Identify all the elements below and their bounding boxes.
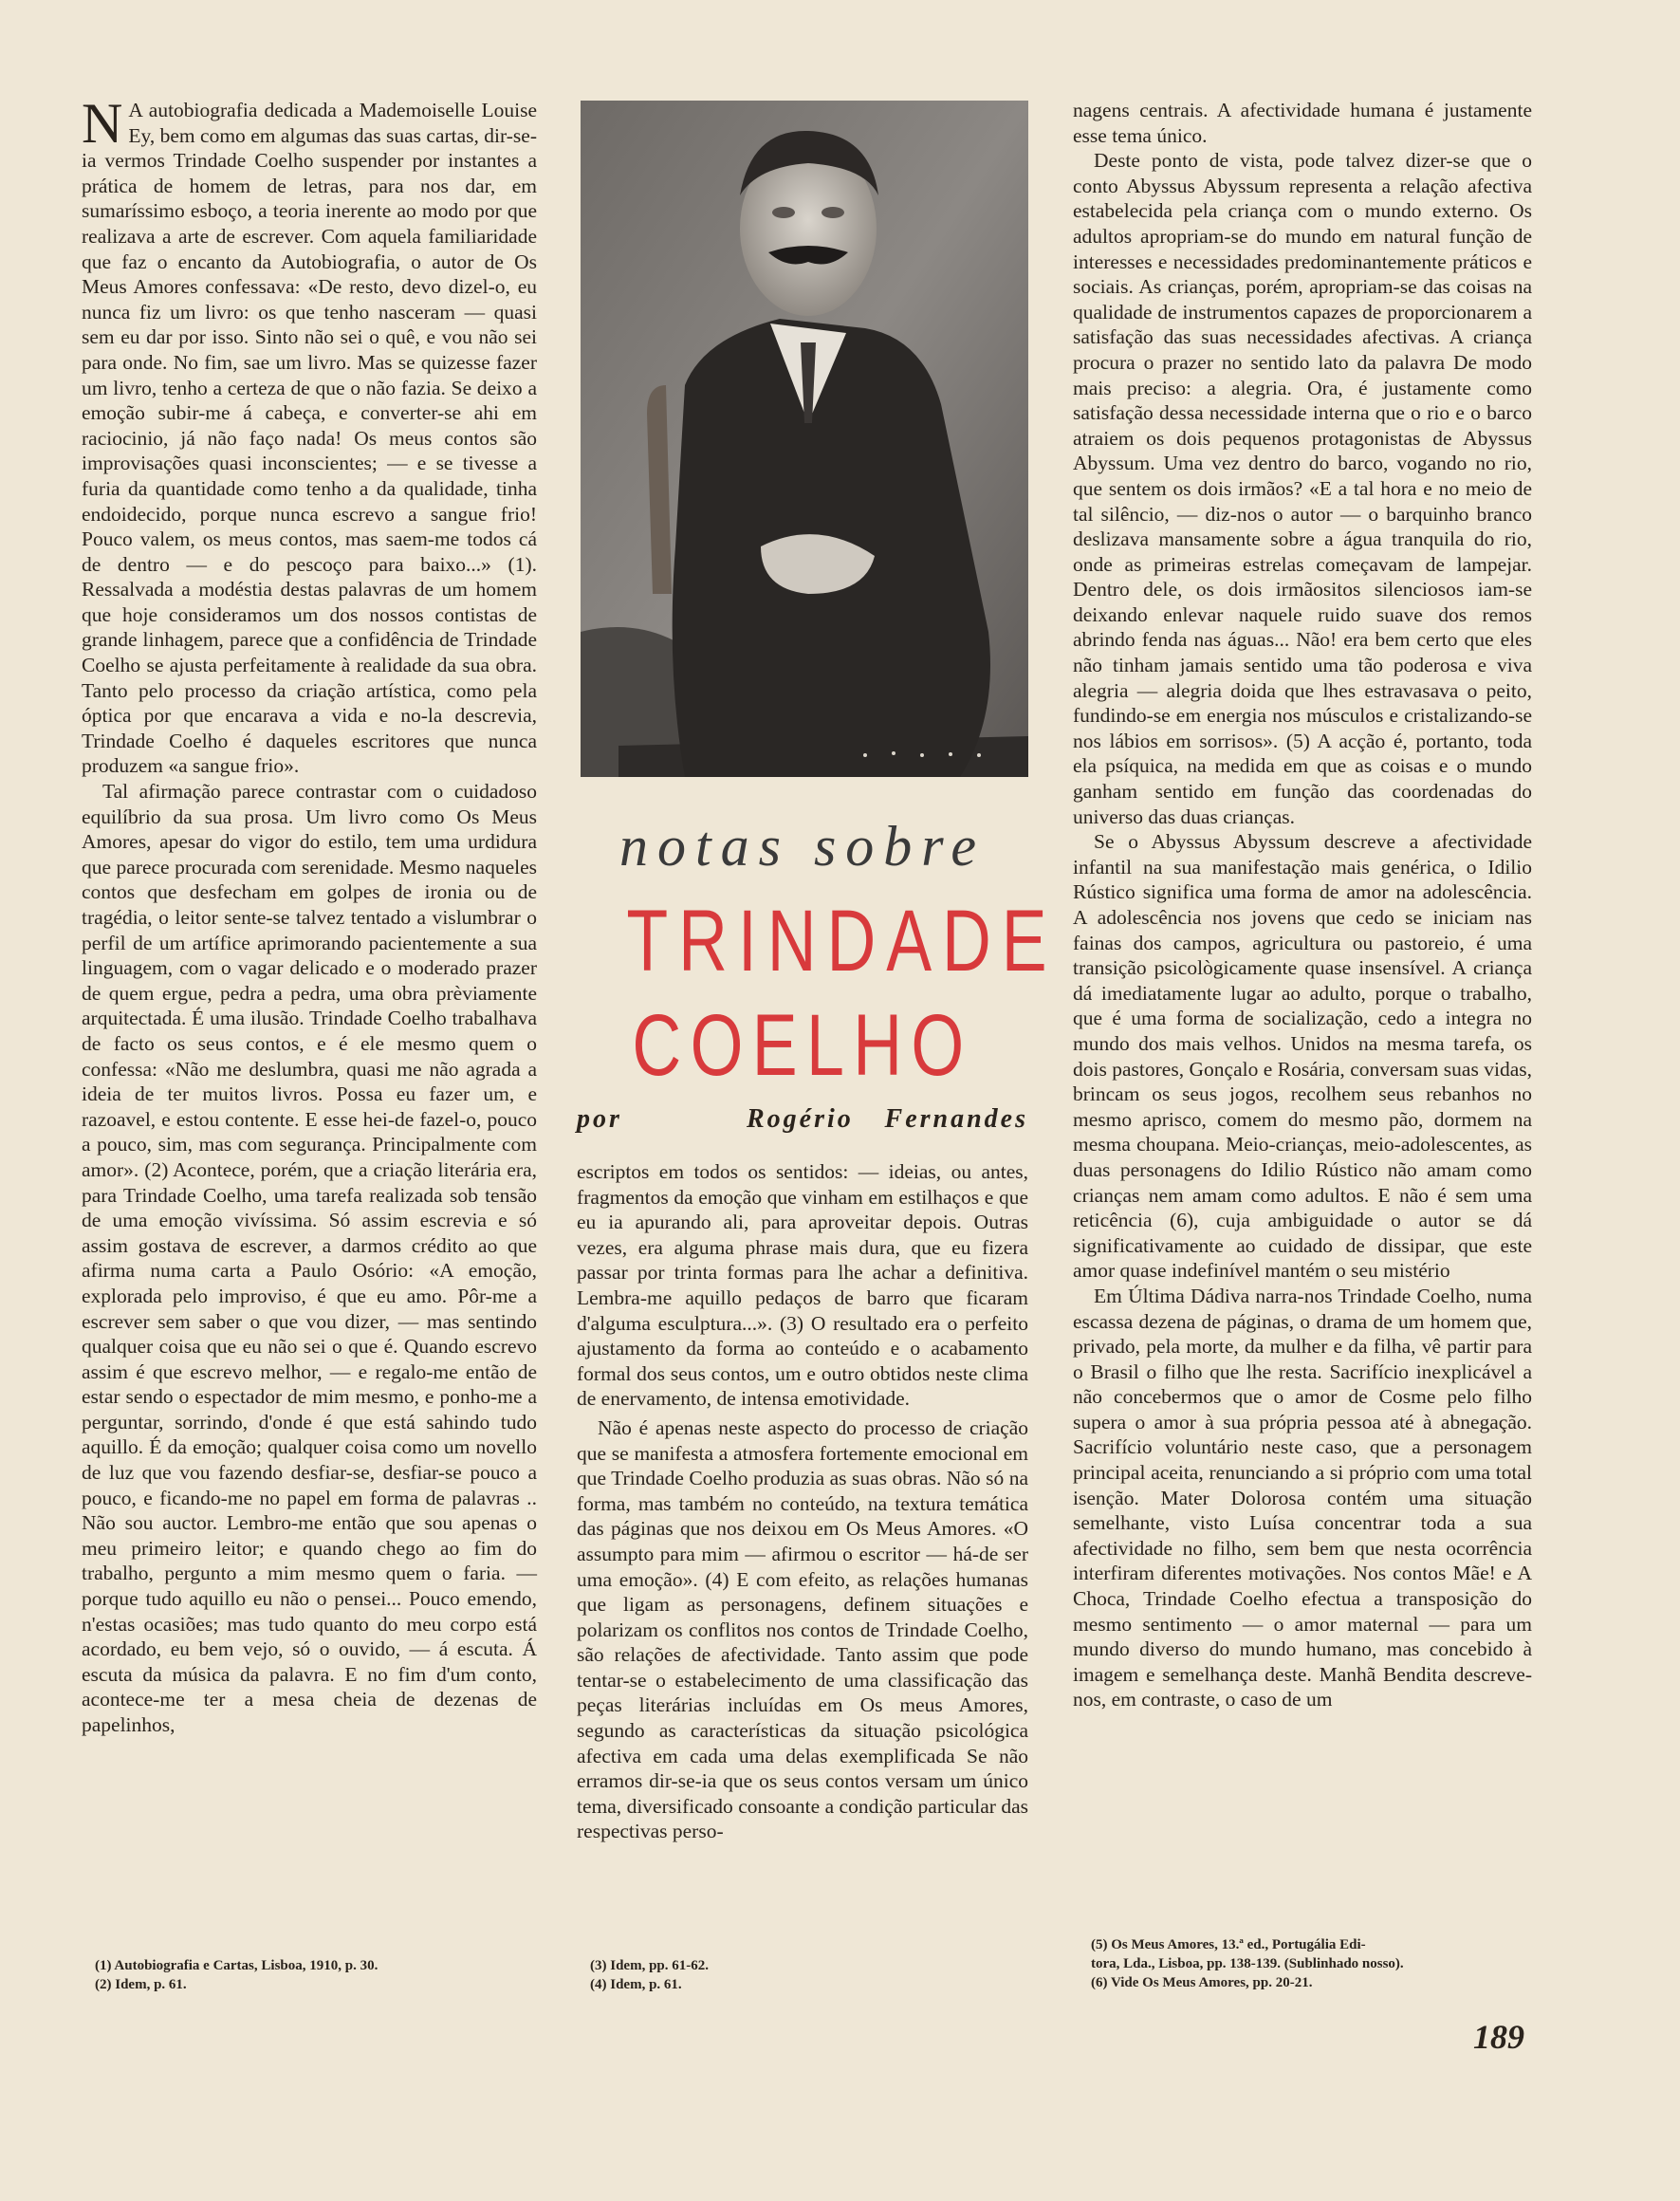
author-portrait-photo bbox=[581, 101, 1028, 777]
paragraph: escriptos em todos os sentidos: — ideias, ou antes, fragmentos da emoção que vinham em estilhaços e que eu ia apurando ali, para aproveitar depois. Outras vezes, era alguma phrase mais dura, que eu fizera passar por trinta formas para lhe achar a definitiva. Lembra-me aquillo pedaços de barro que ficaram d'alguma esculptura...». (3) O resultado era o perfeito ajustamento da forma ao conteúdo e o acabamento formal dos seus contos, um e outro obtidos neste clima de enervamento, de intensa emotividade. bbox=[577, 1160, 1028, 1411]
byline bbox=[577, 1104, 1028, 1135]
drop-cap: N bbox=[82, 92, 123, 155]
footnote: (4) Idem, p. 61. bbox=[590, 1977, 682, 1992]
title-kicker: notas sobre bbox=[618, 815, 987, 878]
paragraph: Em Última Dádiva narra-nos Trindade Coelho, numa escassa dezena de páginas, o drama de um homem que, privado, pela morte, da mulher e da filha, vê partir para o Brasil o filho que lhe resta. Sacrifício inexplicável a não concebermos que o amor de Cosme pelo filho supera o amor à sua própria pessoa até à abnegação. Sacrifício voluntário neste caso, que a personagem principal aceita, renunciando a si próprio com uma total isenção. Mater Dolorosa contém uma situação semelhante, visto Luísa concentrar toda a sua afectividade no filho, sem bem que nesta ocorrência interfiram diferentes motivações. Nos contos Mãe! e A Choca, Trindade Coelho efectua a transposição do mesmo sentimento — o amor maternal — para um mundo diverso do mundo humano, mas concebido à imagem e semelhança deste. Manhã Bendita descreve-nos, em contraste, o caso de um bbox=[1073, 1284, 1532, 1711]
text-column-middle bbox=[577, 1159, 1028, 1844]
text-column-right bbox=[1073, 98, 1532, 1712]
footnote: (3) Idem, pp. 61-62. bbox=[590, 1958, 710, 1973]
paragraph-text: A autobiografia dedicada a Mademoiselle Louise Ey, bem como em algumas das suas cartas, dir-se-ia vermos Trindade Coelho suspender por instantes a prática de homem de letras, para nos dar, em sumaríssimo esboço, a teoria inerente ao modo por que realizava a arte de escrever. Com aquela familiaridade que faz o encanto da Autobiografia, o autor de Os Meus Amores confessava: «De resto, devo dizel-o, eu nunca fiz um livro: os que tenho nasceram — quasi sem eu dar por isso. Sinto não sei o quê, e vou não sei para onde. No fim, sae um livro. Mas se quizesse fazer um livro, tenho a certeza de que o não fazia. Se deixo a emoção subir-me á cabeça, e converter-se ahi em raciocinio, já não faço nada! Os meus contos são improvisações quasi inconscientes; — e se tivesse a furia da quantidade como tenho a da qualidade, tinha endoidecido, porque nunca escrevo a sangue frio! Pouco valem, os meus contos, mas saem-me todos cá de dentro — e do pescoço para baixo...» (1). Ressalvada a modéstia destas palavras de um homem que hoje consideramos um dos nossos contistas de grande linhagem, parece que a confidência de Trindade Coelho se ajusta perfeitamente à realidade da sua obra. Tanto pelo processo da criação artística, como pela óptica por que encarava a vida e no-la descrevia, Trindade Coelho é daqueles escritores que nunca produzem «a sangue frio». bbox=[82, 99, 537, 778]
footnote: (5) Os Meus Amores, 13.ª ed., Portugália Edi- bbox=[1091, 1937, 1366, 1952]
portrait-photo-icon bbox=[581, 101, 1028, 777]
article-title-line2: COELHO bbox=[632, 997, 973, 1094]
byline-author: Rogério Fernandes bbox=[746, 1104, 1029, 1134]
footnotes-right bbox=[1091, 1935, 1404, 1992]
page-number: 189 bbox=[1473, 2018, 1524, 2056]
paragraph: Tal afirmação parece contrastar com o cuidadoso equilíbrio da sua prosa. Um livro como Os Meus Amores, apesar do vigor do estilo, tem uma urdidura que parece procurada com serenidade. Mesmo naqueles contos que desfecham em golpes de ironia ou de tragédia, o leitor sente-se talvez tentado a vislumbrar o perfil de um artífice aprimorando pacientemente a sua linguagem, com o vagar delicado e o moderado prazer de quem ergue, pedra a pedra, uma obra prèviamente arquitectada. É uma ilusão. Trindade Coelho trabalhava de facto os seus contos, e é ele mesmo quem o confessa: «Não me deslumbra, quasi me não agrada a ideia de ter muitos livros. Possa eu fazer um, e razoavel, e estou contente. E esse hei-de fazel-o, pouco a pouco, sim, mas com segurança. Principalmente com amor». (2) Acontece, porém, que a criação literária era, para Trindade Coelho, uma tarefa realizada sob tensão de uma emoção vivíssima. Só assim escrevia e só assim gostava de escrever, a darmos crédito ao que afirma numa carta a Paulo Osório: «A emoção, explorada pelo improviso, é que eu amo. Pôr-me a escrever sem saber o que vou dizer, — mas sentindo qualquer coisa que eu não sei o que é. Quando escrevo assim é que escrevo melhor, — e regalo-me então de estar sendo o espectador de mim mesmo, e ponho-me a perguntar, sorrindo, d'onde é que está sahindo tudo aquillo. É da emoção; qualquer coisa como um novello de luz que vou fazendo desfiar-se, desfiar-se pouco a pouco, e ficando-me no papel em forma de palavras .. Não sou auctor. Lembro-me então que sou apenas o meu primeiro leitor; e quando chego ao fim do trabalho, pergunto a mim mesmo quem o faria. — porque tudo aquillo eu não o pensei... Pouco emendo, n'estas ocasiões; mas tudo quanto do meu corpo está acordado, eu bem vejo, só o ouvido, — á escuta. Á escuta da música da palavra. E no fim d'um conto, acontece-me ter a mesa cheia de dezenas de papelinhos, bbox=[82, 780, 537, 1736]
paragraph: Se o Abyssus Abyssum descreve a afectividade infantil na sua manifestação mais genérica, o Idilio Rústico significa uma forma de amor na adolescência. A adolescência nos jovens que cedo se iniciam nas fainas dos campos, agricultura ou pastoreio, é uma transição psicològicamente quase insensível. A criança dá imediatamente lugar ao adulto, porque o trabalho, que é uma forma de socialização, cedo a integra no mundo dos mais velhos. Unidos na mesma tarefa, os dois pastores, Gonçalo e Rosária, conversam suas vidas, brincam os seus jogos, recolhem seus rebanhos no mesmo aprisco, comem do mesmo pão, dormem na mesma choupana. Meio-crianças, meio-adolescentes, as duas personagens do Idilio Rústico não amam como crianças nem amam como adultos. E não é sem uma reticência (6), cuja ambiguidade o autor se dá significativamente ao cuidado de dissipar, que este amor quase indefinível mantém o seu mistério bbox=[1073, 830, 1532, 1283]
footnote: (2) Idem, p. 61. bbox=[95, 1977, 187, 1992]
footnotes-middle bbox=[590, 1956, 709, 1994]
paragraph bbox=[82, 92, 537, 779]
article-title-line1: TRINDADE bbox=[626, 893, 1058, 990]
paragraph: nagens centrais. A afectividade humana é justamente esse tema único. bbox=[1073, 99, 1532, 147]
footnote: (6) Vide Os Meus Amores, pp. 20-21. bbox=[1091, 1975, 1313, 1990]
paragraph: Não é apenas neste aspecto do processo de criação que se manifesta a atmosfera fortemente emocional em que Trindade Coelho produzia as suas obras. Não só na forma, mas também no conteúdo, na textura temática das páginas que nos deixou em Os Meus Amores. «O assumpto para mim — afirmou o escritor — há-de ser uma emoção». (4) E com efeito, as relações humanas que ligam as personagens, definem situações e polarizam os conflitos nos contos de Trindade Coelho, são relações de afectividade. Tanto assim que pode tentar-se o estabelecimento de uma classificação das peças literárias incluídas em Os meus Amores, segundo as características da situação psicológica afectiva em cada uma delas exemplificada Se não erramos dir-se-ia que os seus contos versam um único tema, diversificado consoante a condição particular das respectivas perso- bbox=[577, 1415, 1028, 1843]
footnote: (1) Autobiografia e Cartas, Lisboa, 1910, p. 30. bbox=[95, 1958, 378, 1973]
footnotes-left bbox=[95, 1956, 378, 1994]
footnote: tora, Lda., Lisboa, pp. 138-139. (Sublinhado nosso). bbox=[1091, 1956, 1404, 1971]
paragraph: Deste ponto de vista, pode talvez dizer-se que o conto Abyssus Abyssum representa a relação afectiva estabelecida pela criança com o mundo externo. Os adultos apropriam-se do mundo em natural função de interesses e necessidades predominantemente práticos e sociais. As crianças, porém, apropriam-se das coisas na qualidade de instrumentos capazes de proporcionarem a satisfação das suas necessidades afectivas. A criança procura o prazer no sentido lato da palavra De modo mais preciso: a alegria. Ora, é justamente como satisfação dessa necessidade interna que o rio e o barco atraiem os dois pequenos protagonistas de Abyssus Abyssum. Uma vez dentro do barco, vogando no rio, que sentem os dois irmãos? «E a tal hora e no meio de tal silêncio, — diz-nos o autor — o barquinho branco deslizava mansamente sobre a água tranquila do rio, onde as primeiras estrelas começavam de lampejar. Dentro dele, os dois irmãositos silenciosos iam-se deixando enlevar naquele ruido suave dos remos abrindo fenda nas águas... Não! era bem certo que eles não tinham jamais sentido uma tão poderosa e viva alegria — alegria doida que lhes estravasava o peito, fundindo-se em energia nos músculos e cristalizando-se nos lábios em sorrisos». (5) A acção é, portanto, toda ela psíquica, na medida em que as coisas e o mundo ganham sentido em função das coordenadas do universo das duas crianças. bbox=[1073, 149, 1532, 828]
byline-por: por bbox=[577, 1104, 622, 1134]
text-column-left bbox=[82, 92, 537, 1738]
